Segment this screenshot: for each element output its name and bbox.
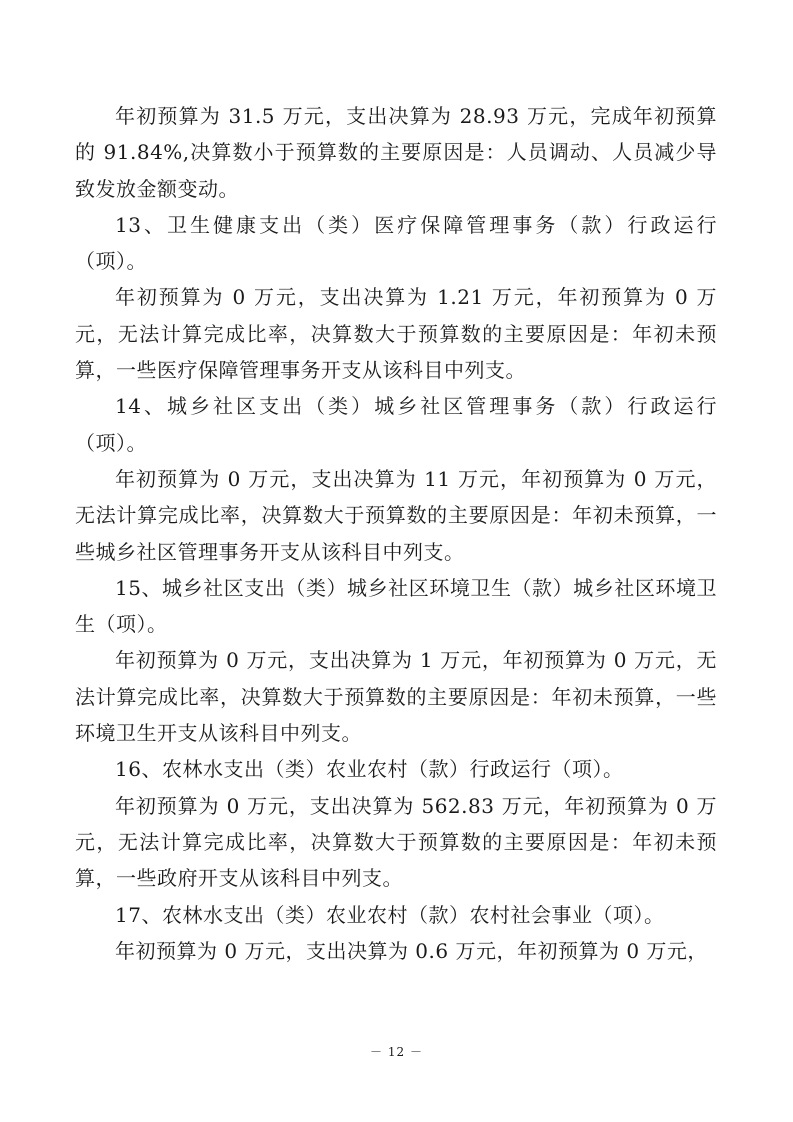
paragraph-item-17-heading: 17、农林水支出（类）农业农村（款）农村社会事业（项）。 — [115, 902, 665, 927]
paragraph-item-16-detail: 年初预算为 0 万元，支出决算为 562.83 万元，年初预算为 0 万元，无法计算完成比率，决算数大于预算数的主要原因是：年初未预算，一些政府开支从该科目中列支。 — [75, 793, 717, 891]
paragraph-item-14-heading: 14、城乡社区支出（类）城乡社区管理事务（款）行政运行（项）。 — [75, 394, 717, 455]
paragraph-item-15-heading: 15、城乡社区支出（类）城乡社区环境卫生（款）城乡社区环境卫生（项）。 — [75, 575, 717, 637]
paragraph-item-16-heading: 16、农林水支出（类）农业农村（款）行政运行（项）。 — [115, 757, 624, 782]
document-body — [75, 98, 717, 969]
paragraph-item-15-detail: 年初预算为 0 万元，支出决算为 1 万元，年初预算为 0 万元，无法计算完成比率，决算数大于预算数的主要原因是：年初未预算，一些环境卫生开支从该科目中列支。 — [75, 648, 717, 746]
paragraph-item-13-heading: 13、卫生健康支出（类）医疗保障管理事务（款）行政运行（项）。 — [75, 212, 717, 274]
paragraph-item-13-detail: 年初预算为 0 万元，支出决算为 1.21 万元，年初预算为 0 万元，无法计算完成比率，决算数大于预算数的主要原因是：年初未预算，一些医疗保障管理事务开支从该科目中列支。 — [75, 285, 717, 383]
paragraph-item-17-detail: 年初预算为 0 万元，支出决算为 0.6 万元，年初预算为 0 万元， — [115, 938, 708, 963]
paragraph-budget-summary: 年初预算为 31.5 万元，支出决算为 28.93 万元，完成年初预算的 91.84%,决算数小于预算数的主要原因是：人员调动、人员减少导致发放金额变动。 — [75, 104, 717, 201]
page-number: － 12 － — [370, 1045, 423, 1059]
paragraph-item-14-detail: 年初预算为 0 万元，支出决算为 11 万元，年初预算为 0 万元，无法计算完成比率，决算数大于预算数的主要原因是：年初未预算，一些城乡社区管理事务开支从该科目中列支。 — [75, 466, 717, 564]
